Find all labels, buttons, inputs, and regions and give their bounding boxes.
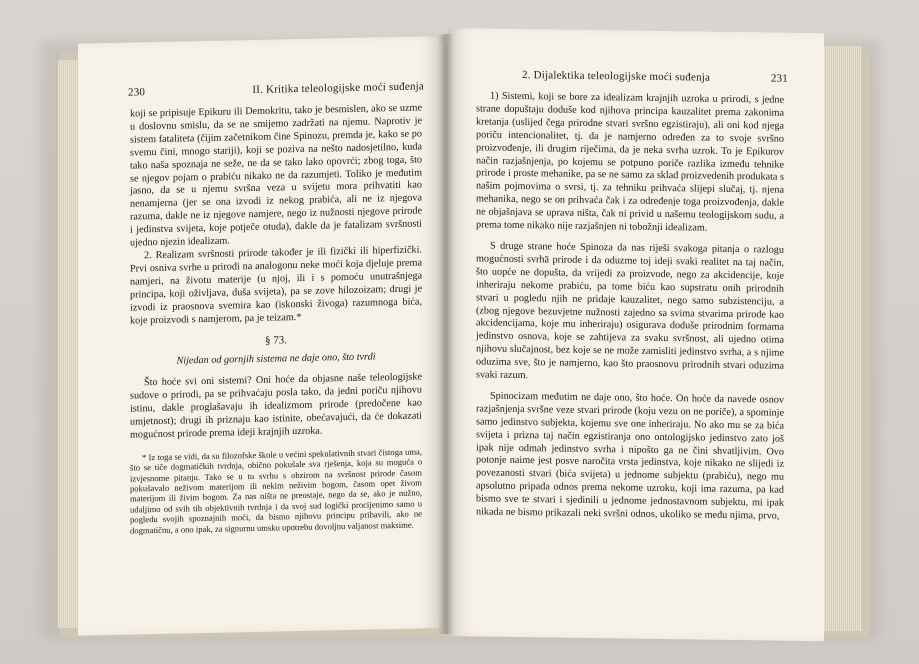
right-body [448,90,824,524]
section-title: Nijedan od gornjih sistema ne daje ono, što tvrdi [176,351,376,367]
left-paragraph: 2. Realizam svršnosti prirode također je ili fizički ili hiperfizički. Prvi osniva svrhe u prirodi na analogonu neke moći koja djeluje prema namjeri, na životu materije (u njoj, ili i s pomoću unutrašnjega principa, koji oživljava, duša svijeta), pa se zove hilozoizam; drugi je izvodi iz praosnova svemira kao (iskonski živoga) razumnoga bića, koje proizvodi s namjerom, pa je teizam.* [130,244,422,327]
right-head-title: 2. Dijalektika teleologijske moći suđenja [522,69,711,84]
right-page [448,28,824,641]
left-page-edges [58,60,80,628]
right-paragraph: Spinocizam međutim ne daje ono, što hoće. On hoće da navede osnov razjašnjenja svršne veze stvari prirode (koju vezu on ne poriče), a spominje samo jedinstvo subjekta, kojemu sve one inheriraju. No ako mu se za bića svijeta i prizna taj način egzistiranja ono ontologijsko jedinstvo zato još ipak nije odmah jedinstvo svrha i nipošto ga ne čini shvatljivim. Ovo potonje naime jest posve naročita vrsta jedinstva, koje nikako ne slijedi iz povezanosti stvari (bića svijeta) u jednome subjektu (prabiću), nego mu apsolutno pripada odnos prema nekome uzroku, koji ima razuma, pa kad bismo sve te stvari i sjedinili u jednome jednostavnom subjektu, mi ipak nikada ne bismo prikazali neki svršni odnos, ukoliko se među njima, prvo, [476,390,784,522]
right-paragraph: 1) Sistemi, koji se bore za idealizam krajnjih uzroka u prirodi, s jedne strane dopuštaju doduše kod njihova principa kauzalitet prema zakonima kretanja (uslijed čega prirodne stvari svršno egzistiraju), ali oni kod njega poriču intencionalitet, tj. da je namjerno određen za to svoje svršno proizvođenje, ili drugim riječima, da je neka svrha uzrok. To je Epikurov način razjašnjenja, po kojemu se potpuno poriče razlika između tehnike prirode i proste mehanike, pa se ne samo za sklad proizvedenih produkata s našim pojmovima o svrsi, tj. za tehniku prihvaća slijepi slučaj, tj. njena mehanika, nego se on prihvaća čak i za određenje toga proizvođenja, dakle ne objašnjava se uprava ništa, čak ni privid u našemu teologijskom sudu, a prema tome nikako nije razjašnjen ni tobožnji idealizam. [476,90,784,234]
right-running-head [448,68,824,85]
right-paragraph: S druge strane hoće Spinoza da nas riješi svakoga pitanja o razlogu mogućnosti svrhā prirode i da oduzme toj ideji svaki realitet na taj način, što uopće ne dopušta, da vrijedi za proizvode, nego za akcidencije, koje inheriraju nekome prabiću, pa tome biću kao supstratu onih prirodnih stvari u pogledu njih ne pridaje kauzalitet, nego samo subzistenciju, a (zbog njegove bezuvjetne nužnosti zajedno sa svima stvarima prirode kao akcidencijama, koje mu inheriraju) osigurava doduše prirodnim formama jedinstvo osnova, koje se zahtijeva za svaku svršnost, ali ujedno otima njihovu slučajnost, bez koje se ne može zamisliti jedinstvo svrha, a s njime oduzima sve, što je namjerno, kao što praosnovu prirodnih stvari oduzima svaki razum. [476,240,784,382]
left-paragraph: koji se pripisuje Epikuru ili Demokritu, tako je besmislen, ako se uzme u doslovnu smislu, da se ne smijemo zadržati na njemu. Naprotiv je sistem fataliteta (čijim začetnikom čine Spinozu, premda je, kako se po svemu čini, mnogo stariji), koji se poziva na nešto nadosjetilno, kuda tako naša spoznaja ne seže, ne da se tako lako opovrći; zbog toga, što se njegov pojam o prabiću nikako ne da razumjeti. Toliko je međutim jasno, da se u njemu svršna veza u svijetu mora prihvatiti kao nenamjerna (jer se ona izvodi iz nekog prabića, ali ne iz njegova razuma, dakle ne iz njegove namjere, nego iz nužnosti njegove prirode i jedinstva svijeta, koje potječe otuda), dakle da je fatalizam svršnosti ujedno njezin idealizam. [130,102,422,249]
section-paragraph: Što hoće svi oni sistemi? Oni hoće da objasne naše teleologijske sudove o prirodi, pa se prihvaćaju posla tako, da jedni poriču njihovu istinu, dakle proglašavaju ih idealizmom prirode (predočene kao umjetnost); drugi ih priznaju kao istinite, obećavajući, da će dokazati mogućnost prirode prema ideji krajnjih uzroka. [130,371,422,441]
left-running-head [78,80,444,100]
footnote-text: * Iz toga se vidi, da su filozofske škole u većini spekulativnih stvari čistoga uma, što se tiče dogmatičkih tvrdnja, obično pokušale sva rješenja, koja su moguća o izvjesnome pitanju. Tako se u tu svrhu s obzirom na svršnost prirode časom pokušavalo neživom materijom ili nekim neživim bogom, časom opet živom materijom ili živim bogom. Za nas ništa ne preostaje, nego da se, ako je nužno, udaljimo od svih tih objektivnih tvrdnja i da svoj sud logički procijenimo samo u pogledu svojih spoznajnih moći, da bismo njihovu principu pribavili, ako ne dogmatičnu, a ono ipak, za signurnu umsku upotrebu dovoljnu valjanost maksime. [130,446,422,536]
left-head-title: II. Kritika teleologijske moći suđenja [252,80,424,97]
left-page-number: 230 [128,86,146,99]
book-gutter [438,34,454,634]
left-body [78,102,444,537]
section-number: § 73. [265,334,287,348]
right-page-edges [822,46,862,631]
right-page-number: 231 [770,72,788,85]
footnote [130,446,422,535]
left-page [78,36,444,636]
